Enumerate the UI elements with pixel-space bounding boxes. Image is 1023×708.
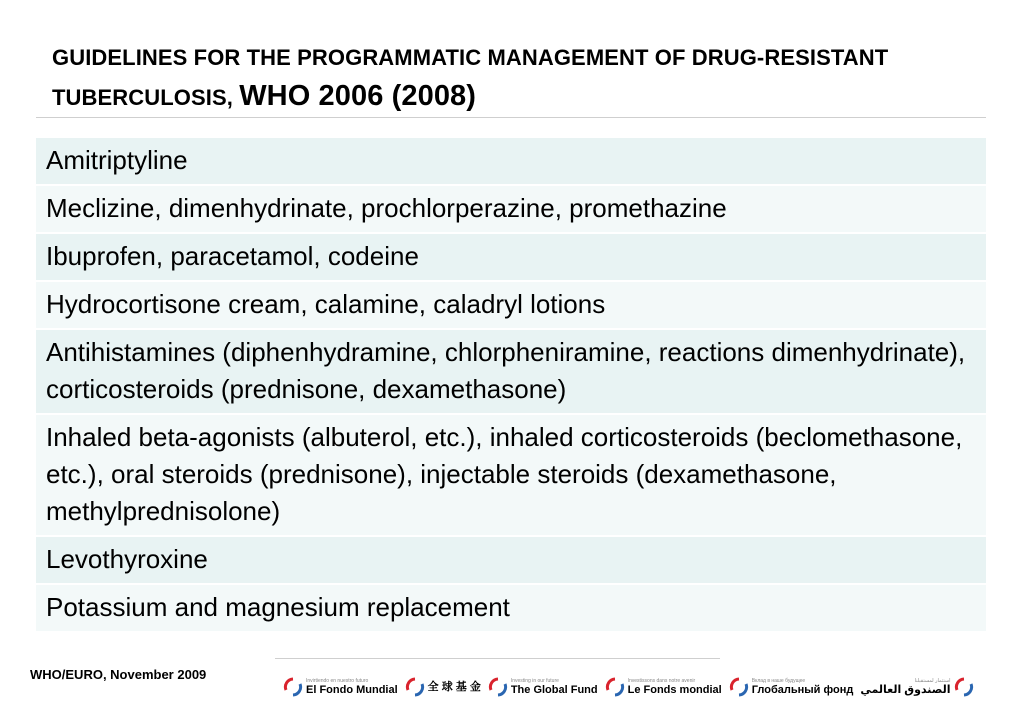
table-cell: Amitriptyline xyxy=(36,138,986,185)
global-fund-swirl-icon xyxy=(488,677,508,697)
table-row xyxy=(36,329,986,414)
table-cell: Meclizine, dimenhydrinate, prochlorperazine, promethazine xyxy=(36,185,986,233)
logo-name: 全 球 基 金 xyxy=(427,681,481,693)
logo-fr xyxy=(605,677,722,697)
global-fund-swirl-icon xyxy=(405,677,425,697)
logo-en xyxy=(488,677,598,697)
global-fund-swirl-icon xyxy=(954,677,974,697)
table-cell: Hydrocortisone cream, calamine, caladryl lotions xyxy=(36,281,986,329)
logo-tagline: Вклад в наше будущее xyxy=(751,678,806,684)
title-divider xyxy=(36,117,986,118)
table-cell: Inhaled beta-agonists (albuterol, etc.), inhaled corticosteroids (beclomethasone, etc.), oral steroids (prednisone), injectable steroids (dexamethasone, methylprednisolone) xyxy=(36,414,986,536)
logo-tagline: Investing in our future xyxy=(510,678,559,684)
table-cell: Levothyroxine xyxy=(36,536,986,584)
title-main: GUIDELINES FOR THE PROGRAMMATIC MANAGEMENT OF DRUG-RESISTANT TUBERCULOSIS, xyxy=(52,45,889,110)
logo-name: The Global Fund xyxy=(510,684,598,696)
logo-zh xyxy=(405,677,481,697)
medication-table xyxy=(36,138,986,633)
footer-divider xyxy=(275,658,720,659)
logo-name: Le Fonds mondial xyxy=(627,684,722,696)
title-source: WHO 2006 (2008) xyxy=(239,80,477,112)
logo-ru xyxy=(729,677,854,697)
table-cell: Antihistamines (diphenhydramine, chlorpheniramine, reactions dimenhydrinate), corticosteroids (prednisone, dexamethasone) xyxy=(36,329,986,414)
logo-tagline: استثمار لمستقبلنا xyxy=(914,678,951,684)
global-fund-swirl-icon xyxy=(605,677,625,697)
logo-tagline: Investissons dans notre avenir xyxy=(627,678,696,684)
table-row xyxy=(36,584,986,632)
table-row xyxy=(36,414,986,536)
table-cell: Potassium and magnesium replacement xyxy=(36,584,986,632)
page-title xyxy=(52,38,992,117)
logo-name: Глобальный фонд xyxy=(751,684,854,696)
logo-tagline: Invirtiendo en nuestro futuro xyxy=(306,678,369,684)
table-row xyxy=(36,281,986,329)
footer-credit: WHO/EURO, November 2009 xyxy=(30,667,207,682)
table-row xyxy=(36,536,986,584)
logo-name: الصندوق العالمي xyxy=(860,684,951,696)
global-fund-swirl-icon xyxy=(729,677,749,697)
global-fund-logo-strip xyxy=(283,670,983,704)
logo-es xyxy=(283,677,398,697)
table-row xyxy=(36,138,986,185)
global-fund-swirl-icon xyxy=(283,677,303,697)
logo-ar xyxy=(860,677,973,697)
logo-name: El Fondo Mundial xyxy=(306,684,398,696)
table-cell: Ibuprofen, paracetamol, codeine xyxy=(36,233,986,281)
table-row xyxy=(36,185,986,233)
table-row xyxy=(36,233,986,281)
